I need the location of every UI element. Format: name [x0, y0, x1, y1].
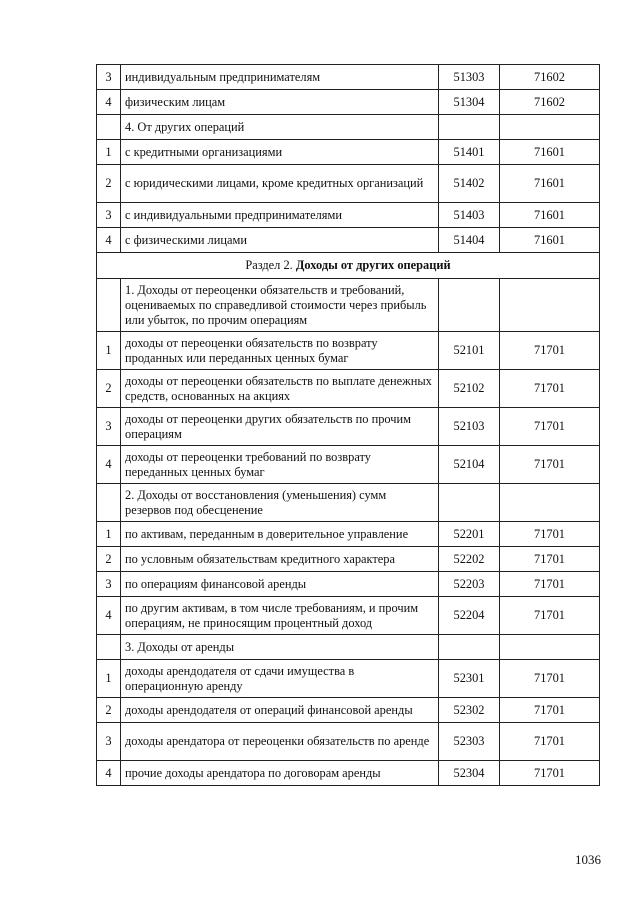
row-number: [97, 115, 121, 140]
symbol-code: 71701: [500, 547, 600, 572]
symbol-code: [500, 635, 600, 660]
group-heading: 4. От других операций: [121, 115, 439, 140]
symbol-code: 71602: [500, 90, 600, 115]
section-heading: [97, 253, 600, 279]
symbol-code: 71701: [500, 408, 600, 446]
row-text: физическим лицам: [121, 90, 439, 115]
account-code: 52302: [439, 698, 500, 723]
row-text: по условным обязательствам кредитного характера: [121, 547, 439, 572]
row-number: 3: [97, 572, 121, 597]
account-code: 51403: [439, 203, 500, 228]
symbol-code: 71701: [500, 660, 600, 698]
table-row: [97, 660, 600, 698]
row-text: с юридическими лицами, кроме кредитных организаций: [121, 165, 439, 203]
symbol-code: [500, 484, 600, 522]
symbol-code: [500, 115, 600, 140]
section-row: [97, 253, 600, 279]
symbol-code: 71602: [500, 65, 600, 90]
account-code: 52102: [439, 370, 500, 408]
symbol-code: [500, 279, 600, 332]
symbol-code: 71701: [500, 370, 600, 408]
symbol-code: 71601: [500, 203, 600, 228]
account-code: 52301: [439, 660, 500, 698]
row-number: 4: [97, 90, 121, 115]
table-row: [97, 65, 600, 90]
group-heading-row: [97, 484, 600, 522]
row-number: 1: [97, 660, 121, 698]
row-number: 4: [97, 597, 121, 635]
row-number: 2: [97, 698, 121, 723]
row-number: 4: [97, 446, 121, 484]
row-text: по активам, переданным в доверительное управление: [121, 522, 439, 547]
account-code: 51402: [439, 165, 500, 203]
table-row: [97, 597, 600, 635]
account-code: 52104: [439, 446, 500, 484]
account-code: 51404: [439, 228, 500, 253]
symbol-code: 71701: [500, 597, 600, 635]
symbol-code: 71601: [500, 165, 600, 203]
row-number: 3: [97, 65, 121, 90]
table-row: [97, 522, 600, 547]
table-row: [97, 140, 600, 165]
group-heading: 1. Доходы от переоценки обязательств и требований, оцениваемых по справедливой стоимости через прибыль или убыток, по прочим операциям: [121, 279, 439, 332]
table-row: [97, 572, 600, 597]
row-text: доходы от переоценки обязательств по возврату проданных или переданных ценных бумаг: [121, 332, 439, 370]
row-text: прочие доходы арендатора по договорам аренды: [121, 761, 439, 786]
account-code: 51401: [439, 140, 500, 165]
group-heading: 2. Доходы от восстановления (уменьшения) сумм резервов под обесценение: [121, 484, 439, 522]
account-code: 52202: [439, 547, 500, 572]
row-number: 3: [97, 203, 121, 228]
account-code: 52304: [439, 761, 500, 786]
symbol-code: 71701: [500, 761, 600, 786]
page-number: 1036: [575, 852, 601, 867]
account-code: [439, 484, 500, 522]
row-text: с кредитными организациями: [121, 140, 439, 165]
symbol-code: 71701: [500, 446, 600, 484]
row-text: доходы от переоценки требований по возврату переданных ценных бумаг: [121, 446, 439, 484]
table-row: [97, 446, 600, 484]
symbol-code: 71701: [500, 723, 600, 761]
table-row: [97, 332, 600, 370]
row-text: с индивидуальными предпринимателями: [121, 203, 439, 228]
symbol-code: 71701: [500, 332, 600, 370]
group-heading: 3. Доходы от аренды: [121, 635, 439, 660]
row-number: 2: [97, 165, 121, 203]
table-row: [97, 698, 600, 723]
table-row: [97, 165, 600, 203]
table-row: [97, 408, 600, 446]
symbol-code: 71701: [500, 698, 600, 723]
table-row: [97, 90, 600, 115]
account-code: 52101: [439, 332, 500, 370]
account-code: 51304: [439, 90, 500, 115]
account-code: 52303: [439, 723, 500, 761]
row-text: доходы от переоценки других обязательств по прочим операциям: [121, 408, 439, 446]
symbol-code: 71701: [500, 572, 600, 597]
table-row: [97, 547, 600, 572]
account-code: 51303: [439, 65, 500, 90]
section-title: Доходы от других операций: [295, 258, 451, 272]
row-number: 4: [97, 228, 121, 253]
row-number: [97, 484, 121, 522]
row-text: индивидуальным предпринимателям: [121, 65, 439, 90]
symbol-code: 71601: [500, 140, 600, 165]
group-heading-row: [97, 115, 600, 140]
row-text: доходы арендодателя от операций финансовой аренды: [121, 698, 439, 723]
table-row: [97, 203, 600, 228]
row-number: [97, 279, 121, 332]
row-number: 1: [97, 140, 121, 165]
group-heading-row: [97, 279, 600, 332]
row-number: 2: [97, 547, 121, 572]
table-row: [97, 370, 600, 408]
row-text: с физическими лицами: [121, 228, 439, 253]
account-code: [439, 635, 500, 660]
table-row: [97, 761, 600, 786]
row-number: 3: [97, 408, 121, 446]
row-text: по операциям финансовой аренды: [121, 572, 439, 597]
account-code: 52204: [439, 597, 500, 635]
section-prefix: Раздел 2.: [245, 258, 296, 272]
row-number: [97, 635, 121, 660]
row-number: 1: [97, 332, 121, 370]
accounts-table: [96, 64, 600, 786]
row-text: доходы арендатора от переоценки обязательств по аренде: [121, 723, 439, 761]
account-code: 52201: [439, 522, 500, 547]
row-text: по другим активам, в том числе требованиям, и прочим операциям, не приносящим процентный доход: [121, 597, 439, 635]
account-code: 52203: [439, 572, 500, 597]
group-heading-row: [97, 635, 600, 660]
symbol-code: 71601: [500, 228, 600, 253]
row-number: 4: [97, 761, 121, 786]
row-text: доходы от переоценки обязательств по выплате денежных средств, основанных на акциях: [121, 370, 439, 408]
row-number: 3: [97, 723, 121, 761]
account-code: 52103: [439, 408, 500, 446]
row-number: 1: [97, 522, 121, 547]
row-text: доходы арендодателя от сдачи имущества в операционную аренду: [121, 660, 439, 698]
account-code: [439, 279, 500, 332]
table-row: [97, 228, 600, 253]
table-row: [97, 723, 600, 761]
row-number: 2: [97, 370, 121, 408]
account-code: [439, 115, 500, 140]
symbol-code: 71701: [500, 522, 600, 547]
